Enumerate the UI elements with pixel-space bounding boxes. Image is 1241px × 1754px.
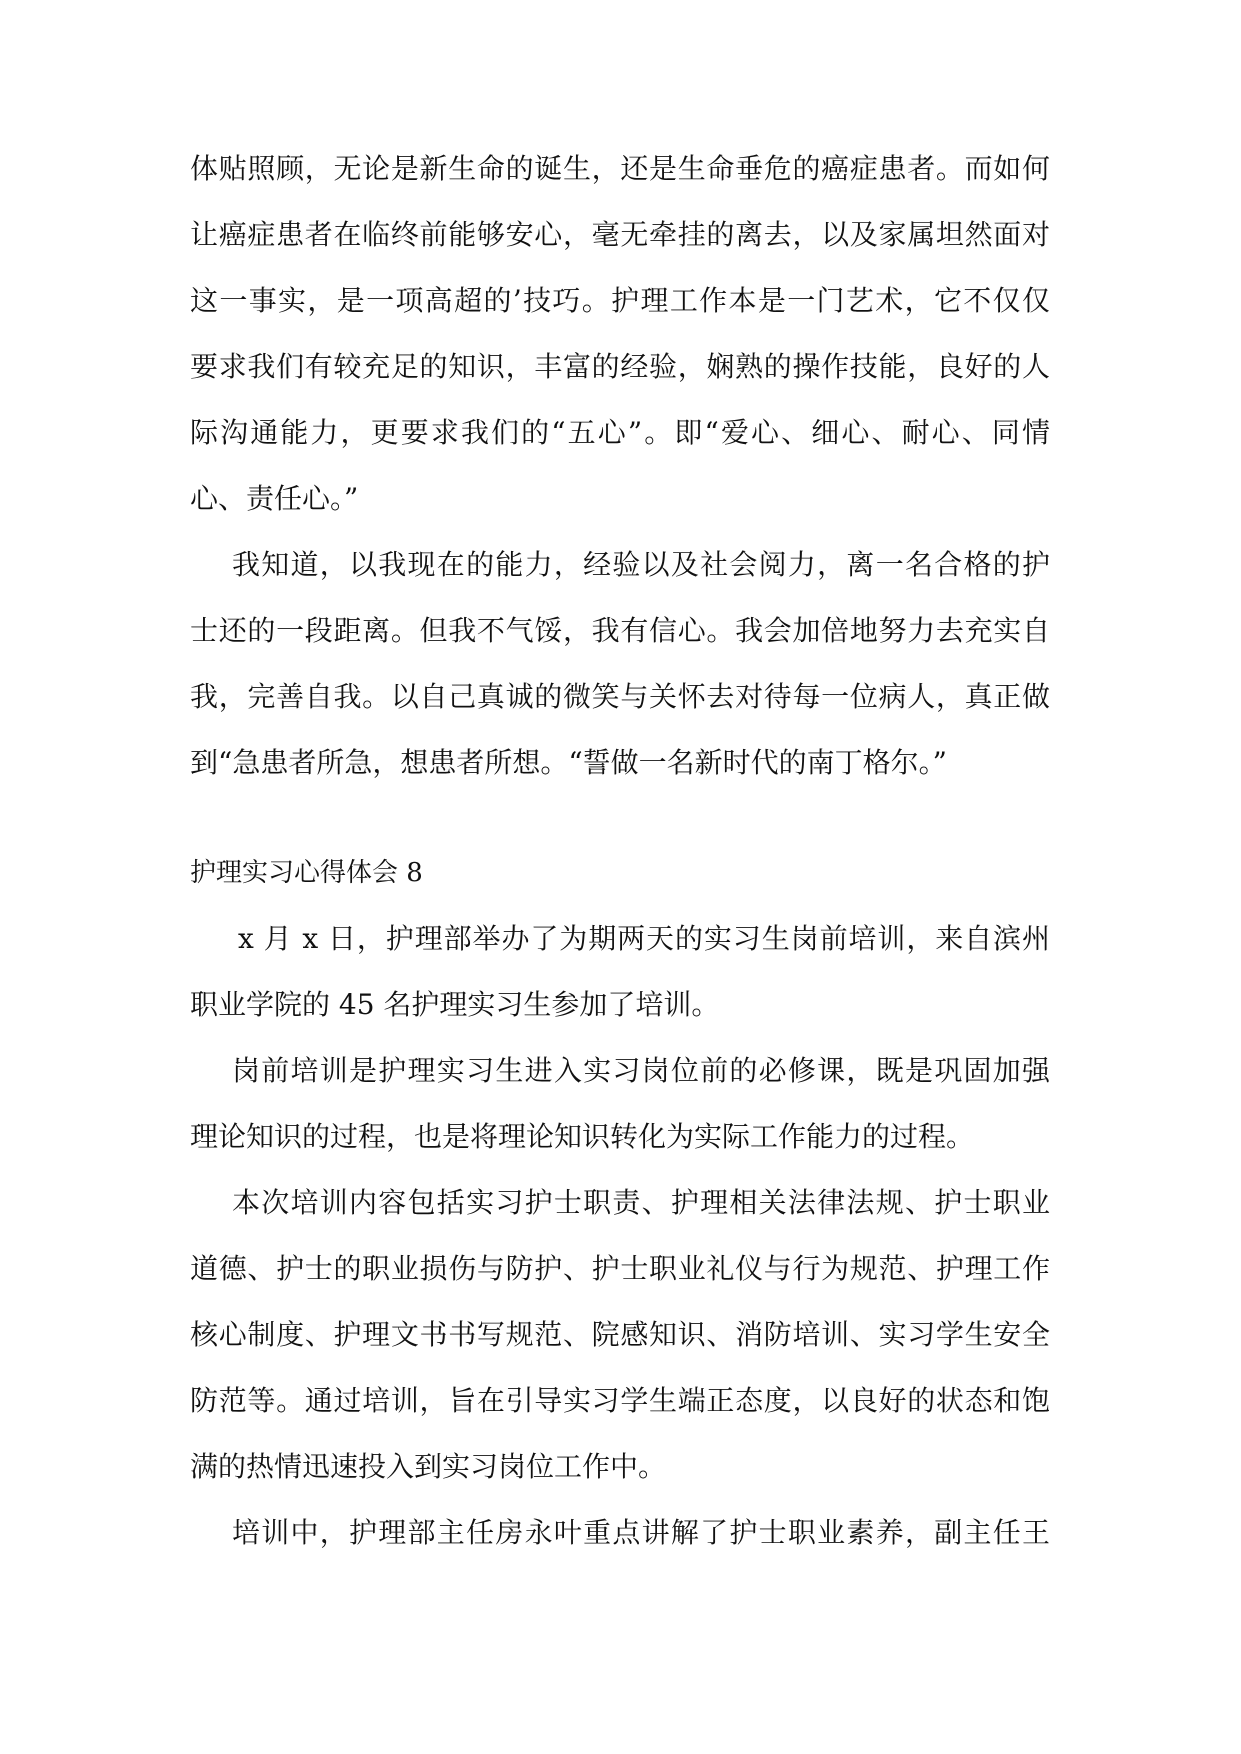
text-line: 这一事实，是一项高超的’技巧。护理工作本是一门艺术，它不仅仅 [190, 284, 1050, 317]
text-line: 我，完善自我。以自己真诚的微笑与关怀去对待每一位病人，真正做 [190, 680, 1050, 713]
text-line: 心、责任心。” [190, 482, 359, 515]
text-line: 培训中，护理部主任房永叶重点讲解了护士职业素养，副主任王 [232, 1516, 1050, 1549]
text-line: 满的热情迅速投入到实习岗位工作中。 [190, 1450, 667, 1483]
text-line: 到“急患者所急，想患者所想。“誓做一名新时代的南丁格尔。” [190, 746, 947, 779]
text-line: 体贴照顾，无论是新生命的诞生，还是生命垂危的癌症患者。而如何 [190, 152, 1050, 185]
text-line: 岗前培训是护理实习生进入实习岗位前的必修课，既是巩固加强 [232, 1054, 1050, 1087]
text-line: 我知道，以我现在的能力，经验以及社会阅力，离一名合格的护 [232, 548, 1050, 581]
text-line: x 月 x 日，护理部举办了为期两天的实习生岗前培训，来自滨州 [238, 922, 1050, 955]
text-line: 职业学院的 45 名护理实习生参加了培训。 [190, 988, 720, 1021]
text-line: 理论知识的过程，也是将理论知识转化为实际工作能力的过程。 [190, 1120, 975, 1153]
text-line: 让癌症患者在临终前能够安心，毫无牵挂的离去，以及家属坦然面对 [190, 218, 1050, 251]
text-line: 核心制度、护理文书书写规范、院感知识、消防培训、实习学生安全 [190, 1318, 1050, 1351]
text-line: 要求我们有较充足的知识，丰富的经验，娴熟的操作技能，良好的人 [190, 350, 1050, 383]
text-line: 防范等。通过培训，旨在引导实习学生端正态度，以良好的状态和饱 [190, 1384, 1050, 1417]
text-line: 士还的一段距离。但我不气馁，我有信心。我会加倍地努力去充实自 [190, 614, 1050, 647]
section-title: 护理实习心得体会 8 [190, 858, 423, 888]
text-line: 际沟通能力，更要求我们的“五心”。即“爱心、细心、耐心、同情 [190, 416, 1050, 449]
text-line: 本次培训内容包括实习护士职责、护理相关法律法规、护士职业 [232, 1186, 1050, 1219]
text-line: 道德、护士的职业损伤与防护、护士职业礼仪与行为规范、护理工作 [190, 1252, 1050, 1285]
